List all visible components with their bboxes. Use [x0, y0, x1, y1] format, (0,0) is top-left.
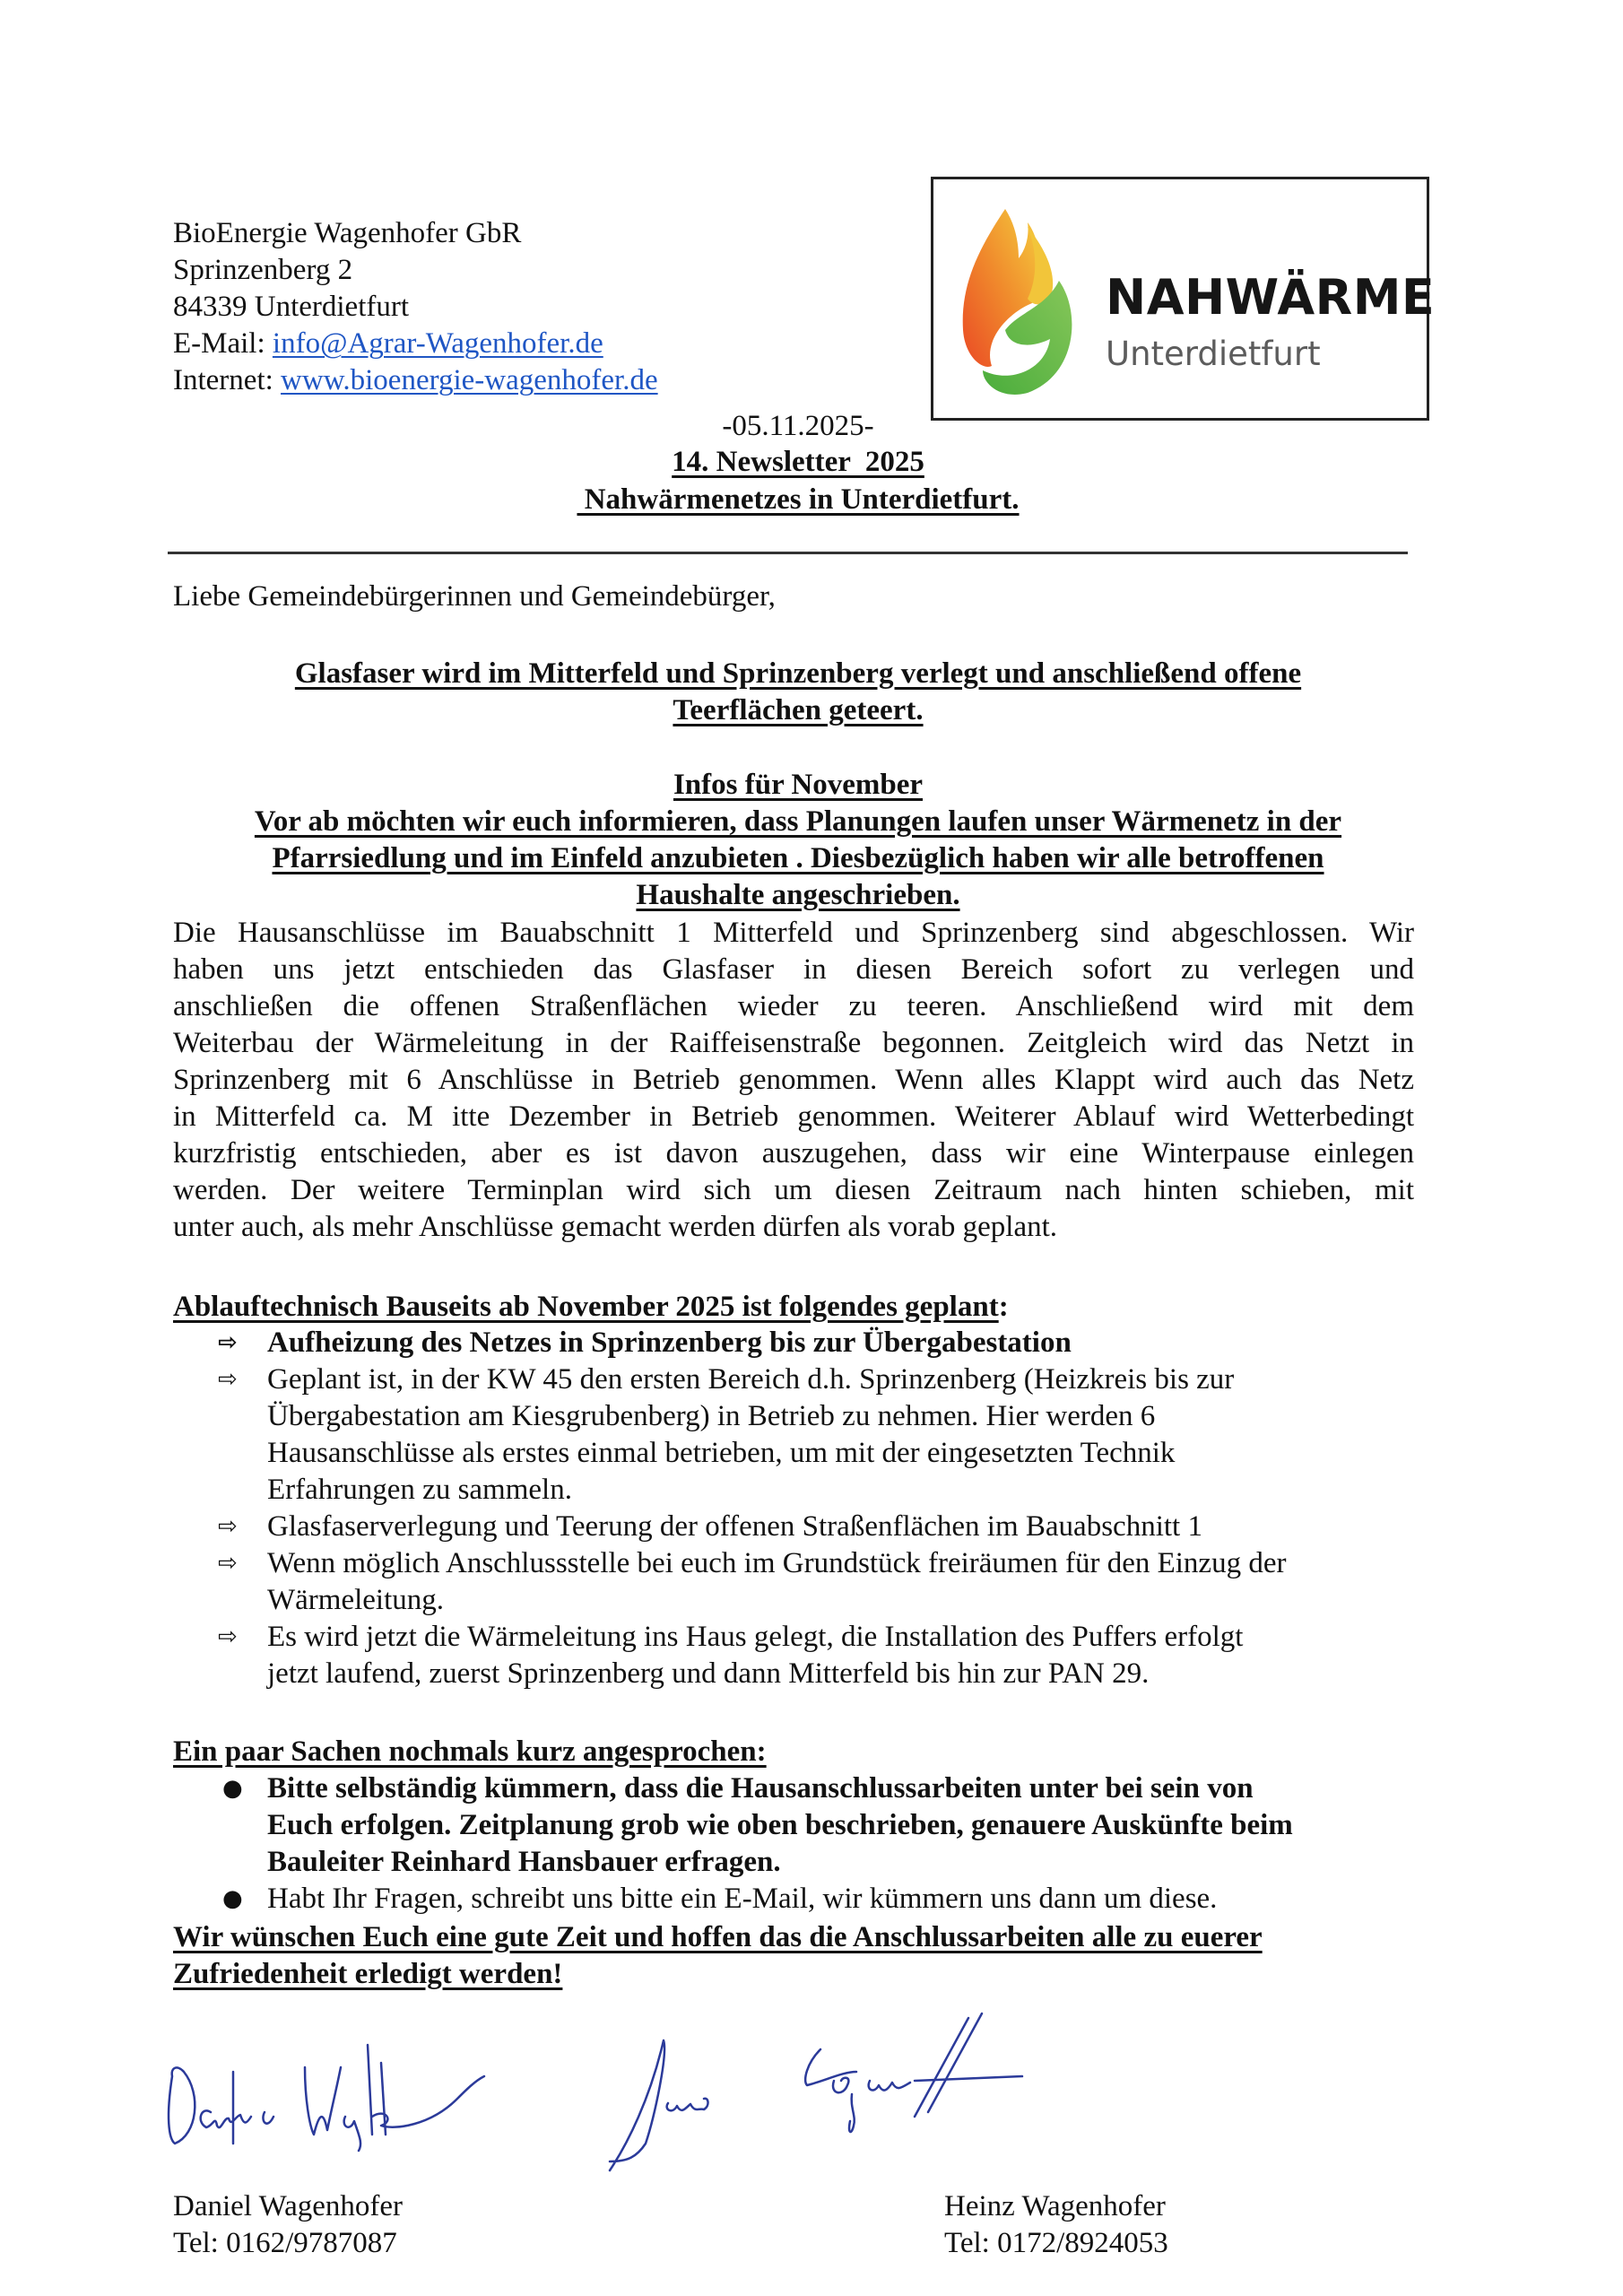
headline-line: Glasfaser wird im Mitterfeld und Sprinzenberg verlegt und anschließend offene	[294, 657, 1302, 690]
nahwaerme-logo	[931, 177, 1436, 421]
list-item: ⇨ Geplant ist, in der KW 45 den ersten Bereich d.h. Sprinzenberg (Heizkreis bis zur Übergabestation am Kiesgrubenberg) in Betrieb zu nehmen. Hier werden 6 Hausanschlüsse als erstes einmal betrieben, um mit der eingesetzten Technik Erfahrungen zu sammeln.	[218, 1363, 1235, 1506]
newsletter-title: 14. Newsletter 2025	[672, 446, 924, 478]
list-item: ⇨ Wenn möglich Anschlussstelle bei euch im Grundstück freiräumen für den Einzug der Wärmeleitung.	[218, 1547, 1287, 1616]
signature-heinz	[610, 2013, 1022, 2170]
city: 84339 Unterdietfurt	[173, 291, 410, 323]
arrow-right-icon: ⇨	[218, 1623, 238, 1650]
logo-title: NAHWÄRME	[1106, 269, 1436, 326]
logo-subtitle: Unterdietfurt	[1106, 335, 1321, 373]
notes-heading: Ein paar Sachen nochmals kurz angesprochen:	[173, 1735, 767, 1768]
schedule-heading: Ablauftechnisch Bauseits ab November 2025 ist folgendes geplant:	[173, 1291, 1009, 1323]
list-item: ⇨ Es wird jetzt die Wärmeleitung ins Haus gelegt, die Installation des Puffers erfolgt jetzt laufend, zuerst Sprinzenberg und dann Mitterfeld bis hin zur PAN 29.	[218, 1621, 1244, 1690]
info-title: Infos für November	[673, 769, 924, 801]
paragraph-line: werden. Der weitere Terminplan wird sich um diesen Zeitraum nach hinten schieben, mit	[173, 1174, 1414, 1206]
paragraph-line: haben uns jetzt entschieden das Glasfaser in diesen Bereich sofort zu verlegen und	[173, 953, 1414, 986]
arrow-right-icon: ⇨	[218, 1513, 238, 1540]
signatory-name: Heinz Wagenhofer	[944, 2190, 1166, 2222]
newsletter-subtitle: Nahwärmenetzes in Unterdietfurt.	[577, 483, 1020, 516]
headline-line: Teerflächen geteert.	[673, 694, 924, 726]
website-link[interactable]: www.bioenergie-wagenhofer.de	[281, 364, 658, 396]
headline	[161, 656, 1435, 729]
handwritten-signatures	[161, 2009, 1435, 2188]
info-line: Vor ab möchten wir euch informieren, dass Planungen laufen unser Wärmenetz in der	[254, 805, 1342, 838]
closing-line: Zufriedenheit erledigt werden!	[173, 1958, 563, 1990]
street: Sprinzenberg 2	[173, 254, 353, 286]
list-item: ⇨ Glasfaserverlegung und Teerung der offenen Straßenflächen im Bauabschnitt 1	[173, 1509, 1428, 1545]
signatory-phone: Tel: 0172/8924053	[944, 2227, 1168, 2259]
paragraph-line: kurzfristig entschieden, aber es ist davon auszugehen, dass wir eine Winterpause einlegen	[173, 1137, 1414, 1170]
body-paragraph	[173, 915, 1414, 1246]
arrow-right-icon: ⇨	[218, 1550, 238, 1577]
paragraph-line: anschließen die offenen Straßenflächen wieder zu teeren. Anschließend wird mit dem	[173, 990, 1414, 1022]
paragraph-line: in Mitterfeld ca. M itte Dezember in Betrieb genommen. Weiterer Ablauf wird Wetterbedingt	[173, 1100, 1414, 1133]
web-row	[173, 362, 658, 399]
sender-address	[173, 215, 658, 399]
info-november	[161, 767, 1435, 914]
closing-line: Wir wünschen Euch eine gute Zeit und hoffen das die Anschlussarbeiten alle zu euerer	[173, 1921, 1263, 1953]
web-label: Internet:	[173, 364, 282, 396]
list-item: ⇨ Aufheizung des Netzes in Sprinzenberg bis zur Übergabestation	[173, 1325, 1428, 1361]
paragraph-line: Sprinzenberg mit 6 Anschlüsse in Betrieb genommen. Wenn alles Klappt wird auch das Netz	[173, 1064, 1414, 1096]
notes-list	[173, 1770, 1428, 1918]
company-name: BioEnergie Wagenhofer GbR	[173, 217, 522, 249]
info-line: Pfarrsiedlung und im Einfeld anzubieten . Diesbezüglich haben wir alle betroffenen	[272, 842, 1324, 874]
paragraph-line: unter auch, als mehr Anschlüsse gemacht werden dürfen als vorab geplant.	[173, 1211, 1058, 1243]
arrow-right-icon: ⇨	[218, 1329, 238, 1356]
email-label: E-Mail:	[173, 327, 273, 360]
signatory-phone: Tel: 0162/9787087	[173, 2227, 397, 2259]
signatory-2	[944, 2188, 1168, 2262]
flame-leaf-icon	[956, 204, 1090, 402]
greeting: Liebe Gemeindebürgerinnen und Gemeindebürger,	[173, 580, 776, 613]
bullet-icon: ●	[222, 1885, 243, 1912]
header-divider	[168, 552, 1408, 554]
signature-daniel	[169, 2045, 484, 2151]
arrow-right-icon: ⇨	[218, 1366, 238, 1393]
closing-message	[173, 1919, 1428, 1993]
bullet-icon: ●	[222, 1775, 243, 1802]
list-item: ● Bitte selbständig kümmern, dass die Hausanschlussarbeiten unter bei sein von Euch erfolgen. Zeitplanung grob wie oben beschrieben, genauere Auskünfte beim Bauleiter Reinhard Hansbauer erfragen.	[222, 1772, 1293, 1878]
signatory-name: Daniel Wagenhofer	[173, 2190, 404, 2222]
email-link[interactable]: info@Agrar-Wagenhofer.de	[272, 327, 603, 360]
list-item: ● Habt Ihr Fragen, schreibt uns bitte ein E-Mail, wir kümmern uns dann um diese.	[173, 1881, 1428, 1918]
email-row	[173, 326, 658, 362]
paragraph-line: Die Hausanschlüsse im Bauabschnitt 1 Mitterfeld und Sprinzenberg sind abgeschlossen. Wir	[173, 917, 1414, 949]
signatory-1	[173, 2188, 403, 2262]
newsletter-date: -05.11.2025-	[722, 410, 874, 442]
info-line: Haushalte angeschrieben.	[636, 879, 960, 911]
paragraph-line: Weiterbau der Wärmeleitung in der Raiffeisenstraße begonnen. Zeitgleich wird das Netzt in	[173, 1027, 1414, 1059]
schedule-list	[173, 1325, 1428, 1692]
